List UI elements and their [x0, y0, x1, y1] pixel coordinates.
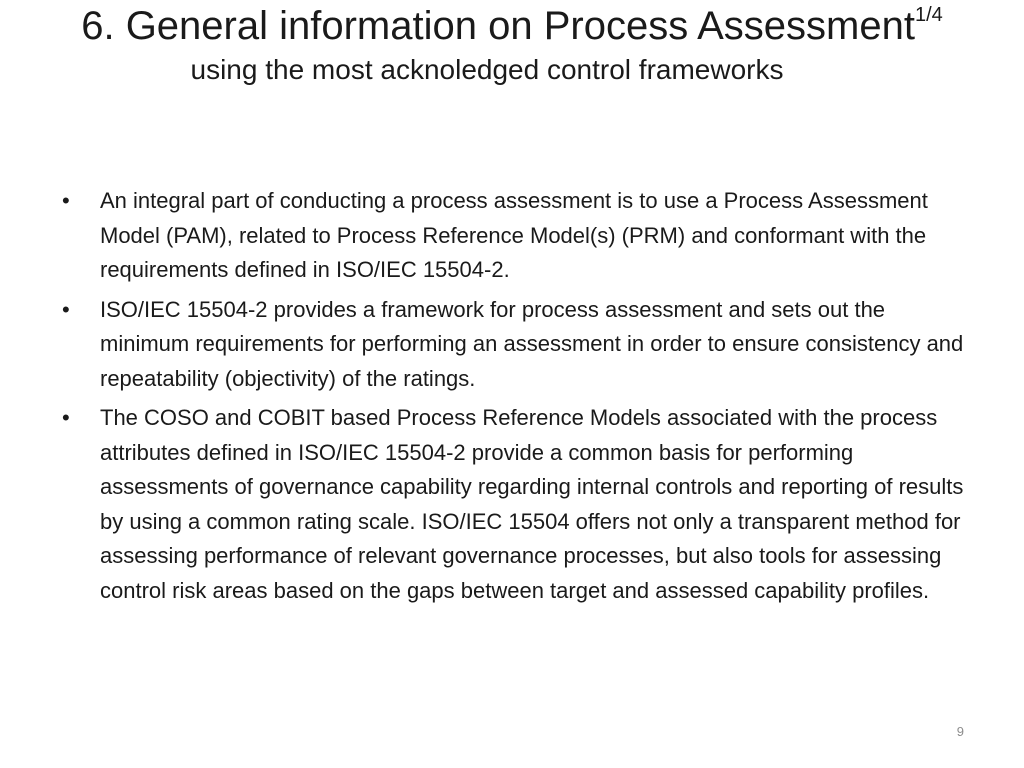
- slide-title-line: [0, 2, 1024, 50]
- page-number: 9: [956, 724, 964, 739]
- bullet-item: [56, 184, 966, 288]
- bullet-text: The COSO and COBIT based Process Reference Models associated with the process attributes defined in ISO/IEC 15504-2 provide a common basis for performing assessments of governance capability regarding internal controls and reporting of results by using a common rating scale. ISO/IEC 15504 offers not only a transparent method for assessing performance of relevant governance processes, but also tools for assessing control risk areas based on the gaps between target and assessed capability profiles.: [100, 405, 964, 603]
- slide-content: [56, 184, 966, 613]
- bullet-item: [56, 401, 966, 608]
- bullet-icon: •: [62, 296, 70, 322]
- bullet-item: [56, 293, 966, 397]
- slide-title-superscript: 1/4: [914, 4, 943, 26]
- slide-title: 6. General information on Process Assessment: [81, 4, 915, 48]
- bullet-text: An integral part of conducting a process assessment is to use a Process Assessment Model (PAM), related to Process Reference Model(s) (PRM) and conformant with the requirements defined in ISO/IEC 15504-2.: [100, 188, 928, 282]
- bullet-text: ISO/IEC 15504-2 provides a framework for process assessment and sets out the minimum requirements for performing an assessment in order to ensure consistency and repeatability (objectivity) of the ratings.: [100, 296, 964, 391]
- slide-subtitle: using the most acknoledged control frameworks: [190, 54, 784, 85]
- title-block: [0, 0, 1024, 88]
- bullet-icon: •: [62, 188, 70, 213]
- bullet-list: [56, 184, 966, 608]
- bullet-icon: •: [62, 405, 70, 430]
